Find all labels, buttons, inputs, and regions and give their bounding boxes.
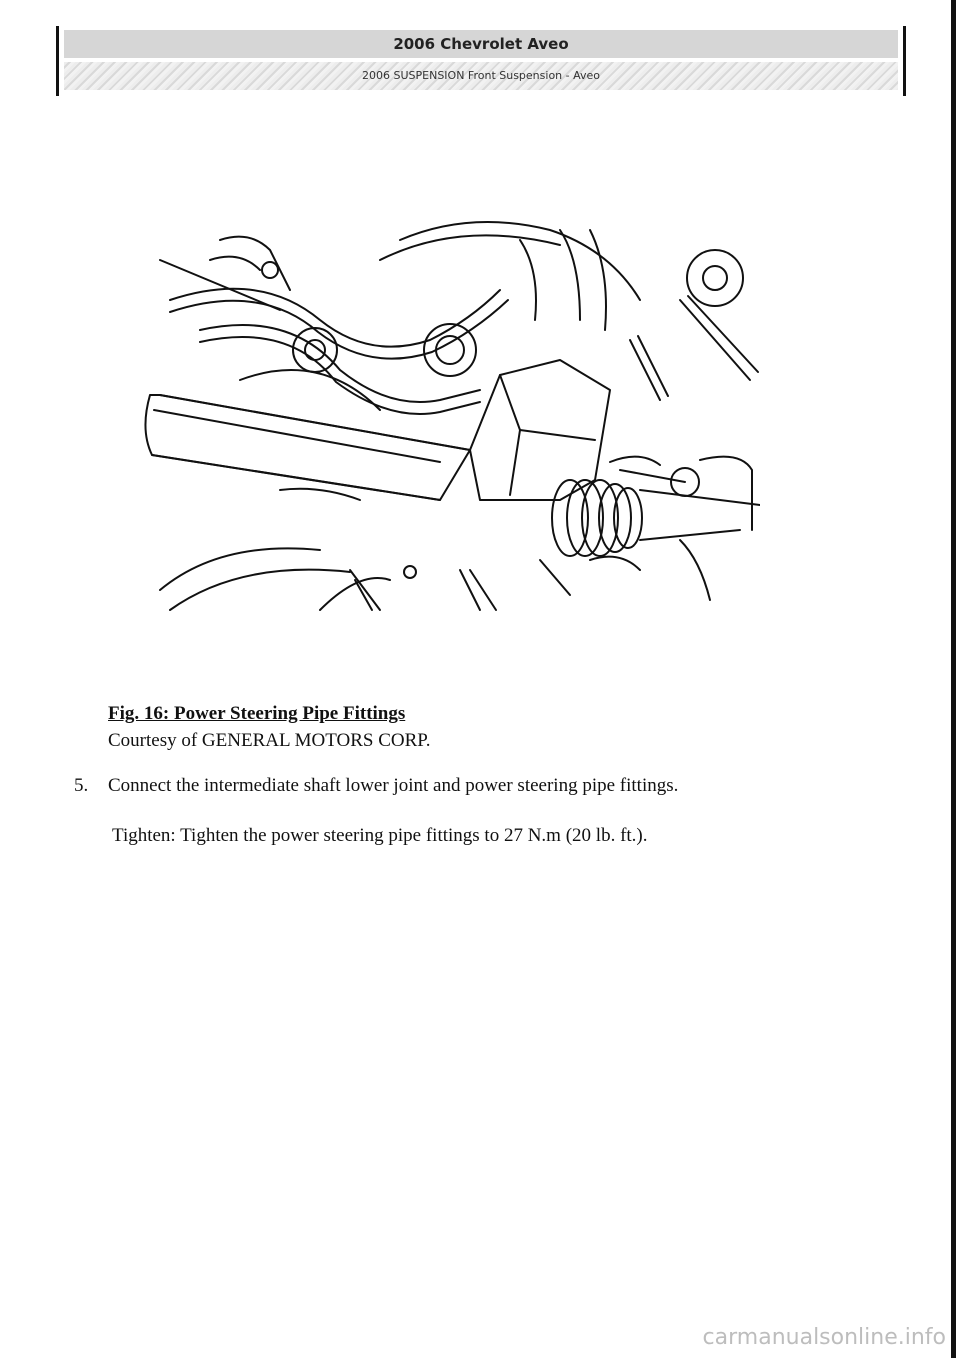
procedure-step <box>74 772 678 799</box>
page-border <box>951 0 956 1358</box>
power-steering-pipe-fittings-illustration <box>140 200 760 620</box>
header-rule-right <box>903 26 906 96</box>
figure-courtesy: Courtesy of GENERAL MOTORS CORP. <box>108 730 431 751</box>
tighten-note: Tighten: Tighten the power steering pipe fittings to 27 N.m (20 lb. ft.). <box>112 825 648 846</box>
site-watermark: carmanualsonline.info <box>702 1325 946 1350</box>
step-text: Connect the intermediate shaft lower joint and power steering pipe fittings. <box>108 775 679 796</box>
document-subtitle: 2006 SUSPENSION Front Suspension - Aveo <box>64 62 898 90</box>
figure-caption <box>108 700 431 754</box>
header-rule-left <box>56 26 59 96</box>
pinion-housing <box>470 360 610 500</box>
document-header <box>56 26 906 96</box>
document-title: 2006 Chevrolet Aveo <box>64 30 898 58</box>
step-number: 5. <box>74 775 89 796</box>
rack-boot <box>552 480 642 556</box>
figure-title: Fig. 16: Power Steering Pipe Fittings <box>108 703 406 724</box>
rack-tube <box>145 395 470 500</box>
